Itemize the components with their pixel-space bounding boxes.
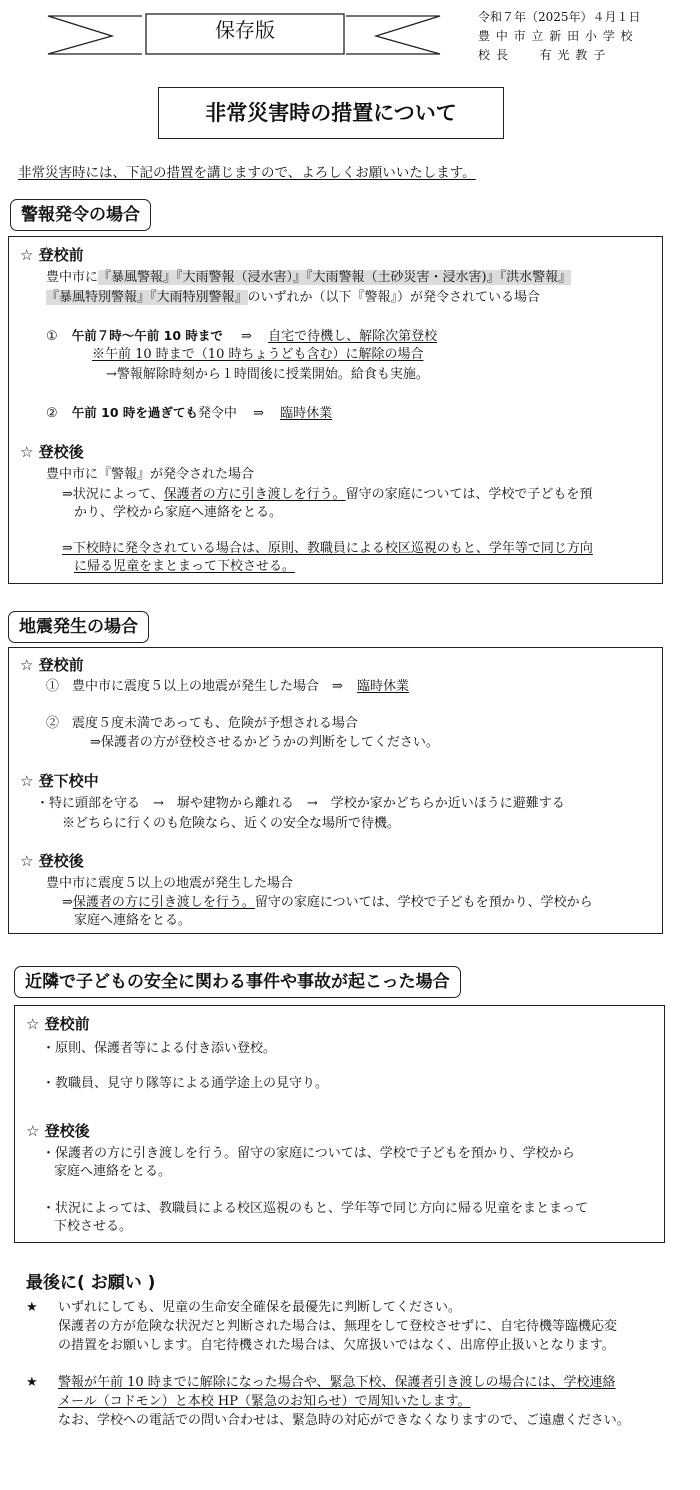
incident-after-line-1b: 家庭へ連絡をとる。 (54, 1164, 172, 1179)
warning-item-1-note2: →警報解除時刻から１時間後に授業開始。給食も実施。 (106, 367, 429, 382)
banner-label: 保存版 (215, 18, 275, 42)
issue-date: 令和７年（2025年）４月１日 (478, 10, 641, 24)
quake-after-p-cont: 家庭へ連絡をとる。 (74, 913, 192, 928)
incident-after-line-2b: 下校させる。 (54, 1219, 133, 1234)
warning-before-heading: ☆ 登校前 (20, 246, 84, 264)
page-title: 非常災害時の措置について (205, 101, 457, 125)
school-name: 豊 中 市 立 新 田 小 学 校 (478, 29, 634, 43)
incident-after-heading: ☆ 登校後 (26, 1122, 90, 1140)
quake-after-line-1: 豊中市に震度５以上の地震が発生した場合 (46, 876, 294, 891)
warning-item-1-note: ※午前 10 時まで（10 時ちょうども含む）に解除の場合 (92, 347, 424, 362)
quake-item-2-note: ⇒保護者の方が登校させるかどうかの判断をしてください。 (90, 735, 439, 750)
warning-line-1: 豊中市に『暴風警報』『大雨警報（浸水害）』『大雨警報（土砂災害・浸水害)』『洪水警報』 (46, 270, 572, 285)
quake-after-heading: ☆ 登校後 (20, 852, 84, 870)
principal-name: 校 長 有 光 教 子 (478, 48, 607, 62)
quake-after-p: ⇒保護者の方に引き渡しを行う。留守の家庭については、学校で子どもを預かり、学校から (62, 895, 593, 910)
quake-before-heading: ☆ 登校前 (20, 656, 84, 674)
closing-b2-l3: なお、学校への電話での問い合わせは、緊急時の対応ができなくなりますので、ご遠慮ください。 (58, 1413, 630, 1428)
quake-during-line-2: ※どちらに行くのも危険なら、近くの安全な場所で待機。 (62, 816, 401, 831)
closing-b1-l2: 保護者の方が危険な状況だと判断された場合は、無理をして登校させずに、自宅待機等臨機応変 (58, 1319, 618, 1334)
quake-item-1: ① 豊中市に震度５以上の地震が発生した場合 ⇒ 臨時休業 (46, 679, 410, 694)
closing-heading: 最後に( お願い ) (26, 1273, 156, 1293)
warning-item-2: ② 午前 10 時を過ぎても発令中 ⇒ 臨時休業 (46, 405, 333, 421)
quake-during-line-1: ・特に頭部を守る → 塀や建物から離れる → 学校か家かどちらか近いほうに避難する (36, 796, 565, 811)
quake-during-heading: ☆ 登下校中 (20, 772, 99, 790)
warning-after-heading: ☆ 登校後 (20, 443, 84, 461)
quake-item-2: ② 震度５度未満であっても、危険が予想される場合 (46, 716, 358, 731)
closing-b1-l3: の措置をお願いします。自宅待機された場合は、欠席扱いではなく、出席停止扱いとなります。 (58, 1338, 615, 1353)
warning-types-1: 『暴風警報』『大雨警報（浸水害）』『大雨警報（土砂災害・浸水害)』『洪水警報』 (98, 270, 572, 285)
warning-after-p1-cont: かり、学校から家庭へ連絡をとる。 (74, 505, 283, 520)
incident-before-line-1: ・原則、保護者等による付き添い登校。 (42, 1041, 277, 1056)
incident-after-line-1: ・保護者の方に引き渡しを行う。留守の家庭については、学校で子どもを預かり、学校から (42, 1146, 575, 1161)
closing-b2-l2: メール（コドモン）と本校 HP（緊急のお知らせ）で周知いたします。 (58, 1394, 471, 1409)
section-tag-warning: 警報発令の場合 (10, 199, 151, 231)
closing-b2-l1: 警報が午前 10 時までに解除になった場合や、緊急下校、保護者引き渡しの場合には、学校連絡 (58, 1375, 616, 1390)
incident-before-line-2: ・教職員、見守り隊等による通学途上の見守り。 (42, 1076, 329, 1091)
closing-bullet-2-mark: ★ (26, 1375, 38, 1390)
warning-after-p2-l2: に帰る児童をまとまって下校させる。 (74, 559, 296, 574)
warning-types-2: 『暴風特別警報』『大雨特別警報』 (46, 290, 248, 305)
incident-after-line-2: ・状況によっては、教職員による校区巡視のもと、学年等で同じ方向に帰る児童をまとまって (42, 1201, 589, 1216)
warning-after-p1: ⇒状況によって、保護者の方に引き渡しを行う。留守の家庭については、学校で子どもを預 (62, 487, 593, 502)
warning-item-1: ① 午前７時～午前 10 時まで ⇒ 自宅で待機し、解除次第登校 (46, 328, 438, 344)
closing-bullet-1-mark: ★ (26, 1300, 38, 1315)
warning-after-p2-l1: ⇒下校時に発令されている場合は、原則、教職員による校区巡視のもと、学年等で同じ方向 (62, 541, 593, 556)
incident-before-heading: ☆ 登校前 (26, 1015, 90, 1033)
section-tag-quake: 地震発生の場合 (8, 611, 149, 643)
intro-text: 非常災害時には、下記の措置を講じますので、よろしくお願いいたします。 (18, 165, 476, 181)
warning-after-line-1: 豊中市に『警報』が発令された場合 (46, 467, 255, 482)
closing-b1-l1: いずれにしても、児童の生命安全確保を最優先に判断してください。 (58, 1300, 462, 1315)
warning-line-2: 『暴風特別警報』『大雨特別警報』のいずれか（以下『警報』）が発令されている場合 (46, 290, 541, 305)
section-tag-incident: 近隣で子どもの安全に関わる事件や事故が起こった場合 (14, 966, 461, 998)
